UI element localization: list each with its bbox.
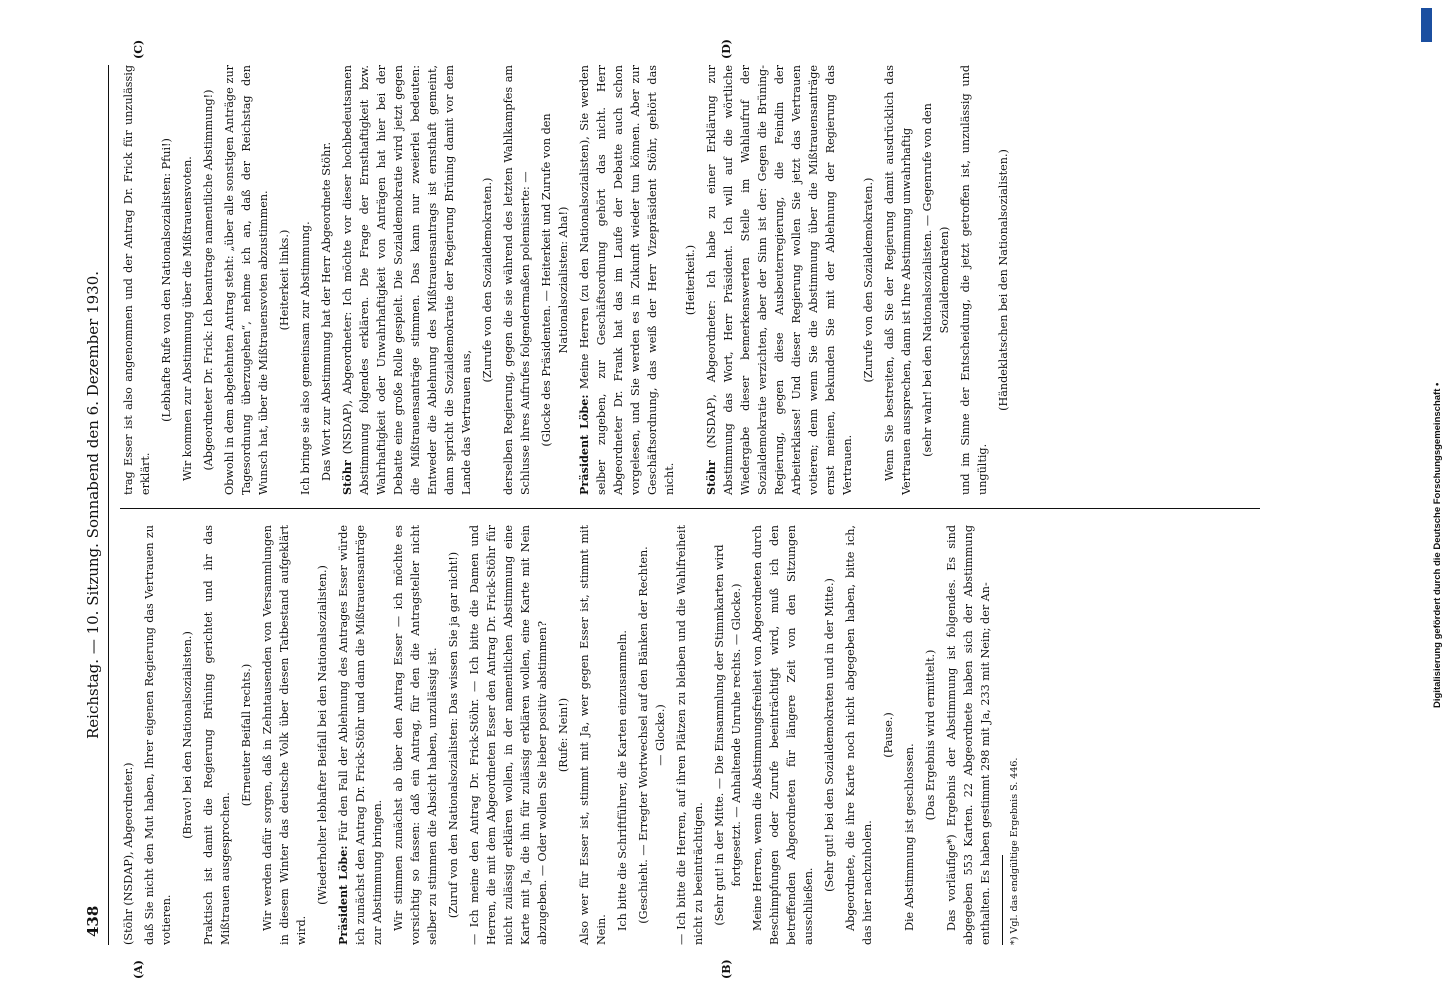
- paragraph-text: derselben Regierung, gegen die sie während des letzten Wahlkampfes am Schlusse ihres Aufrufes folgendermaßen polemisierte: —: [502, 65, 532, 495]
- interjection: [922, 541, 939, 929]
- interjection: [860, 81, 877, 479]
- paragraph: [179, 65, 196, 495]
- paragraph-text: Meine Herren, wenn die Abstimmungsfreiheit von Abgeordneten durch Beschimpfungen oder Zurufe beeinträchtigt wird, muß ich den betreffenden Abgeordneten für längere Zeit von den Sitzungen ausschließen.: [751, 525, 815, 945]
- paragraph-text: Die Abstimmung ist geschlossen.: [903, 743, 916, 931]
- interjection: [995, 81, 1012, 479]
- interjection: [445, 541, 462, 929]
- paragraph-text: Ich bringe sie also gemeinsam zur Abstimmung.: [299, 221, 312, 495]
- paragraph-text: (Lebhafte Rufe von den Nationalsozialisten: Pfui!): [160, 138, 173, 422]
- paragraph: [120, 65, 154, 495]
- right-column: [120, 65, 1016, 495]
- paragraph: [221, 65, 272, 495]
- interjection: [635, 541, 669, 929]
- interjection: [538, 81, 572, 479]
- paragraph: [576, 65, 678, 495]
- paragraph-text: (NSDAP), Abgeordneter: Ich habe zu einer Erklärung zur Abstimmung das Wort, Herr Präsident. Ich will auf die wörtliche Wiedergabe dieser bemerkenswerten Stelle im Wahlaufruf der Sozialdemokratie verzichten, aber der Sinn ist der: Gegen die Brüning-Regierung, gegen diese Ausbeuterregierung, die Feindin der Arbeiterklasse! Und dieser Regierung wollen Sie jetzt das Vertrauen votieren; denn wenn Sie die Abstimmung über die Mißtrauensanträge ernst meinen, bekunden Sie mit der Ablehnung der Regierung das Vertrauen.: [705, 65, 854, 495]
- footnote-rule: [1002, 855, 1003, 945]
- paragraph: [673, 525, 707, 945]
- paragraph-text: Also wer für Esser ist, stimmt mit Ja, wer gegen Esser ist, stimmt mit Nein.: [578, 525, 608, 945]
- paragraph-text: (Bravo! bei den Nationalsozialisten.): [181, 631, 194, 839]
- paragraph-text: (Zurufe von den Sozialdemokraten.): [481, 177, 494, 383]
- paragraph: [957, 65, 991, 495]
- margin-mark-b: (B): [720, 959, 733, 979]
- paragraph-text: Praktisch ist damit die Regierung Brüning gerichtet und ihr das Mißtrauen ausgesprochen.: [202, 525, 232, 945]
- paragraph-text: (Zurufe von den Sozialdemokraten.): [862, 177, 875, 383]
- paragraph-text: und im Sinne der Entscheidung, die jetzt getroffen ist, unzulässig und ungültig.: [959, 65, 989, 495]
- margin-mark-d: (D): [720, 39, 733, 59]
- header-rule: [108, 65, 109, 945]
- interjection: [179, 541, 196, 929]
- rotated-page: [80, 39, 1350, 979]
- footnote: *) Vgl. das endgültige Ergebnis S. 446.: [1009, 757, 1020, 945]
- speaker-name: Stöhr: [704, 460, 718, 495]
- margin-mark-a: (A): [132, 960, 145, 979]
- interjection: [821, 541, 838, 929]
- speaker-name: Präsident Löbe:: [577, 394, 591, 495]
- paragraph-text: (Stöhr (NSDAP), Abgeordneter.): [122, 762, 135, 945]
- paragraph-text: (Rufe: Nein!): [557, 697, 570, 773]
- left-column: [120, 525, 1023, 945]
- paragraph: [943, 525, 994, 945]
- interjection: [276, 81, 293, 479]
- paragraph-text: Das vorläufige*) Ergebnis der Abstimmung ist folgendes. Es sind abgegeben 553 Karten. 22 Abgeordnete haben sich der Abstimmung enthalten. Es haben gestimmt 298 mit Ja, 233 mit Nein; der An-: [945, 525, 992, 945]
- paragraph-text: Obwohl in dem abgelehnten Antrag steht: „über alle sonstigen Anträge zur Tagesordnung überzugehen“, nehme ich an, daß der Reichstag den Wunsch hat, über die Mißtrauensvoten abzustimmen.: [223, 65, 270, 495]
- interjection: [919, 81, 953, 479]
- paragraph-text: (Geschieht. — Erregter Wortwechsel auf den Bänken der Rechten. — Glocke.): [637, 546, 667, 924]
- paragraph-text: (Sehr gut! bei den Sozialdemokraten und in der Mitte.): [823, 578, 836, 892]
- paragraph: [390, 525, 441, 945]
- paragraph: [141, 525, 175, 945]
- speaker-name: Stöhr: [340, 460, 354, 495]
- paragraph-text: (Heiterkeit links.): [278, 229, 291, 331]
- paragraph: [120, 525, 137, 945]
- paragraph: [842, 525, 876, 945]
- paragraph-text: (Pause.): [882, 712, 895, 758]
- paragraph: [881, 65, 915, 495]
- paragraph-text: Wir stimmen zunächst ab über den Antrag Esser — ich möchte es vorsichtig so fassen: daß ein Antrag, für den die Antragsteller nicht selber zu stimmen die Absicht haben, unzulässig ist.: [392, 525, 439, 945]
- paragraph-text: Wenn Sie bestreiten, daß Sie der Regierung damit ausdrücklich das Vertrauen aussprechen, dann ist Ihre Abstimmung unwahrhaftig: [883, 65, 913, 495]
- paragraph-text: (sehr wahr! bei den Nationalsozialisten. — Gegenrufe von den Sozialdemokraten): [921, 103, 951, 457]
- paragraph: [901, 525, 918, 945]
- interjection: [711, 541, 745, 929]
- digitization-note-text: Digitalisierung gefördert durch die Deutsche Forschungsgemeinschaft •: [1432, 382, 1443, 708]
- interjection: [314, 541, 331, 929]
- paragraph: [339, 65, 475, 495]
- paragraph: [297, 65, 314, 495]
- speaker-name: Präsident Löbe:: [336, 845, 350, 945]
- paragraph-text: Ich bitte die Schriftführer, die Karten einzusammeln.: [616, 630, 629, 931]
- paragraph-text: (NSDAP), Abgeordneter: Ich möchte vor dieser hochbedeutsamen Abstimmung folgendes erklären. Die Frage der Ernsthaftigkeit bzw. Wahrhaftigkeit oder Unwahrhaftigkeit von Anträgen hat hier bei der Debatte eine große Rolle gespielt. Die Sozialdemokratie wird jetzt gegen die Mißtrauensanträge stimmen. Das kann nur zweierlei bedeuten: Entweder die Ablehnung des Mißtrauensantrags ist ernsthaft gemeint, dann spricht die Sozialdemokratie der Regierung Brüning damit vor dem Lande das Vertrauen aus,: [341, 65, 473, 495]
- paragraph-text: (Wiederholter lebhafter Beifall bei den Nationalsozialisten.): [316, 565, 329, 905]
- paragraph-text: Das Wort zur Abstimmung hat der Herr Abgeordnete Stöhr.: [320, 142, 333, 481]
- interjection: [200, 81, 217, 479]
- digitization-note: [1418, 8, 1443, 708]
- paragraph: [703, 65, 856, 495]
- interjection: [479, 81, 496, 479]
- paragraph-text: (Heiterkeit.): [684, 244, 697, 316]
- interjection: [682, 81, 699, 479]
- paragraph-text: (Das Ergebnis wird ermittelt.): [924, 649, 937, 821]
- paragraph: [200, 525, 234, 945]
- paragraph: [749, 525, 817, 945]
- interjection: [880, 541, 897, 929]
- paragraph-text: Meine Herren (zu den Nationalsozialisten), Sie werden selber zugeben, zur Geschäftsordnung gehört das nicht. Herr Abgeordneter Dr. Frank hat das im Laufe der Debatte auch schon vorgelesen, und Sie werden es in Zukunft wieder tun können. Aber zur Geschäftsordnung, das weiß der Herr Vizepräsident Stöhr, gehört das nicht.: [578, 65, 676, 495]
- paragraph: [500, 65, 534, 495]
- paragraph-text: (Händeklatschen bei den Nationalsozialisten.): [997, 149, 1010, 411]
- paragraph-text: (Erneuter Beifall rechts.): [240, 663, 253, 807]
- paragraph-text: Wir kommen zur Abstimmung über die Mißtrauensvoten.: [181, 156, 194, 481]
- paragraph: [318, 65, 335, 495]
- paragraph: [259, 525, 310, 945]
- paragraph: [466, 525, 551, 945]
- paragraph: [576, 525, 610, 945]
- paragraph-text: Abgeordnete, die ihre Karte noch nicht abgegeben haben, bitte ich, das hier nachzuholen.: [844, 525, 874, 945]
- column-divider: [120, 508, 1260, 509]
- paragraph-text: (Zuruf von den Nationalsozialisten: Das wissen Sie ja gar nicht!): [447, 551, 460, 919]
- margin-mark-c: (C): [132, 39, 145, 59]
- paragraph: [614, 525, 631, 945]
- paragraph-text: — Ich meine den Antrag Dr. Frick-Stöhr. — Ich bitte die Damen und Herren, die mit dem Abgeordneten Esser den Antrag Dr. Frick-Stöhr für nicht zulässig erklären wollen, in der namentlichen Abstimmung eine Karte mit Ja, die ihn für zulässig erklären wollen, eine Karte mit Nein abzugeben. — Oder wollen Sie lieber positiv abstimmen?: [468, 525, 549, 945]
- paragraph: [335, 525, 386, 945]
- interjection: [158, 81, 175, 479]
- paragraph-text: (Abgeordneter Dr. Frick: Ich beantrage namentliche Abstimmung!): [202, 89, 215, 471]
- interjection: [555, 541, 572, 929]
- page-header: [80, 65, 106, 945]
- paragraph-text: Für den Fall der Ablehnung des Antrages Esser würde ich zunächst den Antrag Dr. Frick-Stöhr und dann die Mißtrauensanträge zur Abstimmung bringen.: [337, 525, 384, 945]
- interjection: [238, 541, 255, 929]
- paragraph-text: Wir werden dafür sorgen, daß in Zehntausenden von Versammlungen in diesem Winter das deutsche Volk über diesen Tatbestand aufgeklärt wird.: [261, 525, 308, 945]
- paragraph-text: (Sehr gut! in der Mitte. — Die Einsammlung der Stimmkarten wird fortgesetzt. — Anhaltende Unruhe rechts. — Glocke.): [713, 544, 743, 926]
- paragraph-text: (Glocke des Präsidenten. — Heiterkeit und Zurufe von den Nationalsozialisten: Aha!): [540, 113, 570, 447]
- page-title: Reichstag. — 10. Sitzung. Sonnabend den 6. Dezember 1930.: [84, 270, 102, 740]
- paragraph-text: daß Sie nicht den Mut haben, Ihrer eigenen Regierung das Vertrauen zu votieren.: [143, 525, 173, 945]
- page-number: 438: [84, 905, 102, 937]
- paragraph-text: — Ich bitte die Herren, auf ihren Plätzen zu bleiben und die Wahlfreiheit nicht zu beeinträchtigen.: [675, 525, 705, 945]
- paragraph-text: trag Esser ist also angenommen und der Antrag Dr. Frick für unzulässig erklärt.: [122, 65, 152, 495]
